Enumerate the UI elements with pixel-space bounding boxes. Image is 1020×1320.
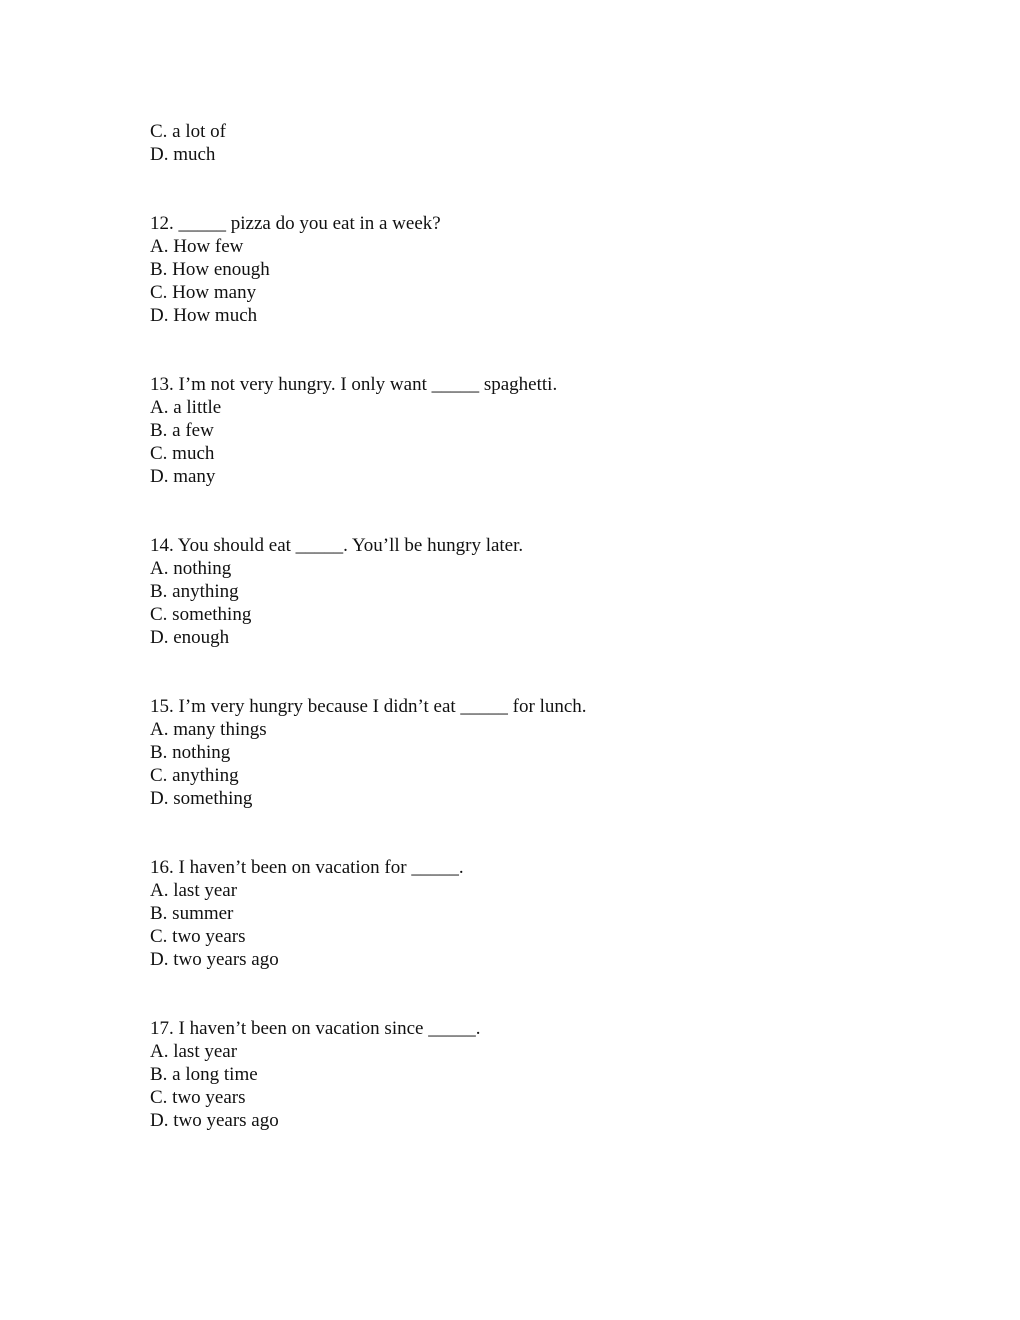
option-c: C. a lot of (150, 121, 226, 142)
option-b: B. summer (150, 903, 234, 924)
question-prompt: 12. _____ pizza do you eat in a week? (150, 213, 441, 234)
option-c: C. two years (150, 926, 246, 947)
question-14 (150, 534, 910, 649)
option-a: A. last year (150, 1041, 238, 1062)
question-17 (150, 1017, 910, 1132)
option-c: C. much (150, 443, 215, 464)
question-prompt: 14. You should eat _____. You’ll be hungry later. (150, 535, 524, 556)
option-c: C. How many (150, 282, 257, 303)
option-a: A. nothing (150, 558, 232, 579)
option-d: D. something (150, 788, 253, 809)
option-d: D. two years ago (150, 949, 279, 970)
option-d: D. enough (150, 627, 230, 648)
option-b: B. How enough (150, 259, 270, 280)
option-d: D. much (150, 144, 216, 165)
option-c: C. something (150, 604, 252, 625)
question-prompt: 13. I’m not very hungry. I only want _____ spaghetti. (150, 374, 558, 395)
question-13 (150, 373, 910, 488)
option-a: A. a little (150, 397, 222, 418)
question-15 (150, 695, 910, 810)
option-d: D. two years ago (150, 1110, 279, 1131)
option-d: D. How much (150, 305, 258, 326)
option-b: B. anything (150, 581, 239, 602)
option-b: B. a long time (150, 1064, 258, 1085)
worksheet-page (150, 120, 910, 1132)
question-16 (150, 856, 910, 971)
option-c: C. two years (150, 1087, 246, 1108)
option-a: A. How few (150, 236, 244, 257)
option-a: A. many things (150, 719, 267, 740)
option-a: A. last year (150, 880, 238, 901)
question-prompt: 17. I haven’t been on vacation since _____. (150, 1018, 481, 1039)
question-12 (150, 212, 910, 327)
option-d: D. many (150, 466, 216, 487)
option-b: B. a few (150, 420, 214, 441)
question-11-continuation (150, 120, 910, 166)
option-c: C. anything (150, 765, 239, 786)
option-b: B. nothing (150, 742, 231, 763)
question-prompt: 15. I’m very hungry because I didn’t eat _____ for lunch. (150, 696, 587, 717)
question-prompt: 16. I haven’t been on vacation for _____. (150, 857, 464, 878)
